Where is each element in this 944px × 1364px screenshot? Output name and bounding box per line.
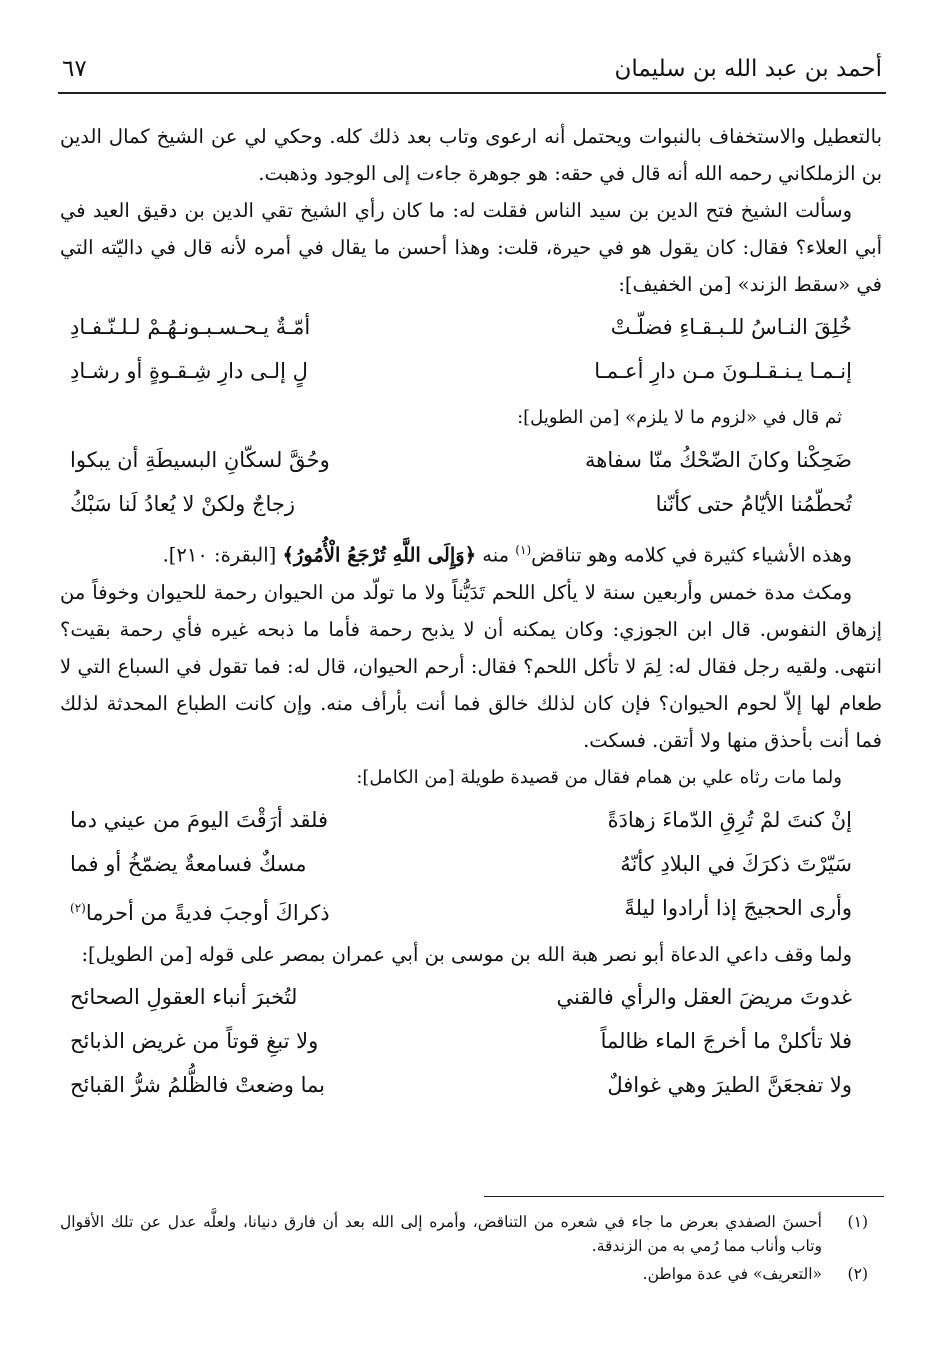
footnote-number: (١) xyxy=(847,1213,868,1231)
hemistich-second: وحُقَّ لسكّانِ البسيطَةِ أن يبكوا xyxy=(70,448,330,472)
poem-1 xyxy=(60,305,882,393)
paragraph-4: ومكث مدة خمس وأربعين سنة لا يأكل اللحم تَدَيُّناً ولا ما تولّد من الحيوان رحمة للحيوان وخوفاً من إزهاق النفوس. قال ابن الجوزي: وكان يمكنه أن لا يذبح رحمة فأما ما ذبحه غيره فأي رحمة بقيت؟ انتهى. ولقيه رجل فقال له: لِمَ لا تأكل اللحم؟ فقال: أرحم الحيوان، قال له: فما تقول في السباع التي لا طعام لها إلاّ لحوم الحيوان؟ فإن كان لذلك خالق فما أنت بأرأف منه. وإن كانت الطباع المحدثة لذلك فما أنت بأحذق منها ولا أتقن. فسكت. xyxy=(60,580,882,752)
quran-verse: ﴿وَإِلَى اللَّهِ تُرْجَعُ الْأُمُورُ﴾ xyxy=(282,543,477,567)
footnote-number: (٢) xyxy=(847,1265,868,1283)
paragraph-5: ولما وقف داعي الدعاة أبو نصر هبة الله بن موسى بن أبي عمران بمصر على قوله [من الطويل]: xyxy=(81,942,852,966)
verse xyxy=(70,975,852,1019)
hemistich-second: لتُخبرَ أنباء العقولِ الصحائح xyxy=(70,984,298,1009)
hemistich-text: ذكراكَ أوجبَ فديةً من أحرما xyxy=(85,900,330,925)
verse xyxy=(70,842,852,886)
hemistich-first: تُحطّمُنا الأيّامُ حتى كأنّنا xyxy=(655,492,852,516)
quran-reference: [البقرة: ٢١٠]. xyxy=(162,543,283,567)
paragraph-3-text: وهذه الأشياء كثيرة في كلامه وهو تناقض xyxy=(531,543,852,567)
hemistich-second: بما وضعتْ فالظُّلمُ شرُّ القبائح xyxy=(70,1072,325,1097)
hemistich-first: خُلِقَ النـاسُ للـبـقـاءِ فضلّـتْ xyxy=(610,315,852,339)
paragraph-2: وسألت الشيخ فتح الدين بن سيد الناس فقلت له: ما كان رأي الشيخ تقي الدين بن دقيق العيد في أبي العلاء؟ فقال: كان يقول هو في حيرة، قلت: وهذا أحسن ما يقال في أمره لأنه قال في داليّته التي في «سقط الزند» [من الخفيف]: xyxy=(60,199,882,296)
footnote xyxy=(60,1210,882,1258)
hemistich-first: غدوتَ مريضَ العقل والرأي فالقني xyxy=(556,984,852,1009)
verse xyxy=(70,1019,852,1063)
hemistich-second: فلقد أرَقْتَ اليومَ من عيني دما xyxy=(70,807,329,832)
verse xyxy=(70,886,852,930)
footnote xyxy=(60,1262,882,1286)
hemistich-first: سَيّرْتَ ذكرَكَ في البلادِ كأنّهُ xyxy=(620,851,852,876)
paragraph-1: بالتعطيل والاستخفاف بالنبوات ويحتمل أنه ارعوى وتاب بعد ذلك كله. وحكي لي عن الشيخ كمال الدين بن الزملكاني رحمه الله أنه قال في حقه: هو جوهرة جاءت إلى الوجود وذهبت. xyxy=(60,125,882,185)
main-text xyxy=(60,118,882,1113)
verse xyxy=(70,349,852,393)
hemistich-first: إنْ كنتَ لمْ تُرِقِ الدّماءَ زهادَةً xyxy=(607,807,852,832)
hemistich-second: زجاجٌ ولكنْ لا يُعادُ لَنا سَبْكُ xyxy=(70,492,296,516)
hemistich-second xyxy=(70,886,445,930)
hemistich-first: ضَحِكْنا وكانَ الضّحْكُ منّا سفاهة xyxy=(584,448,852,472)
verse xyxy=(70,798,852,842)
poem-3 xyxy=(60,798,882,930)
footnote-text: أحسنَ الصفدي بعرض ما جاء في شعره من التناقض، وأمره إلى الله بعد أن فارق دنيانا، ولعلَّه عدل عن تلك الأقوال وتاب وأناب مما رُمي به من الزندقة. xyxy=(60,1213,822,1255)
footnote-marker-2: (٢) xyxy=(70,900,86,915)
hemistich-second: لٍ إلـى دارِ شِـقـوةٍ أو رشـادِ xyxy=(70,359,308,383)
verse xyxy=(70,305,852,349)
hemistich-first: إنـمـا يـنـقـلـونَ مـن دارِ أعـمـا xyxy=(594,359,852,383)
verse xyxy=(70,482,852,526)
hemistich-second: ولا تبغِ قوتاً من غريض الذبائح xyxy=(70,1028,319,1053)
hemistich-first: وأرى الحجيجَ إذا أرادوا ليلةً xyxy=(624,895,852,920)
footnote-marker-1: (١) xyxy=(515,543,532,557)
footnote-text: «التعريف» في عدة مواطن. xyxy=(642,1265,822,1283)
verse xyxy=(70,438,852,482)
hemistich-second: مسكٌ فسامعةٌ يضمّخُ أو فما xyxy=(70,851,307,876)
poem-3-intro: ولما مات رثاه علي بن همام فقال من قصيدة طويلة [من الكامل]: xyxy=(356,766,842,788)
paragraph-3 xyxy=(60,532,882,574)
poem-2 xyxy=(60,438,882,526)
footnotes xyxy=(60,1210,882,1290)
page-number: ٦٧ xyxy=(62,56,87,82)
hemistich-first: فلا تأكلنْ ما أخرجَ الماء ظالماً xyxy=(600,1028,852,1053)
verse xyxy=(70,1063,852,1107)
hemistich-second: أمّـةٌ يـحـسـبـونـهُـمْ لـلـنّـفـادِ xyxy=(70,315,311,339)
header-title: أحمد بن عبد الله بن سليمان xyxy=(614,56,882,82)
poem-4 xyxy=(60,975,882,1107)
paragraph-3-connector: منه xyxy=(476,543,516,567)
poem-2-intro: ثم قال في «لزوم ما لا يلزم» [من الطويل]: xyxy=(517,407,842,428)
footnote-divider xyxy=(484,1196,884,1197)
hemistich-first: ولا تفجعَنَّ الطيرَ وهي غوافلٌ xyxy=(607,1072,852,1097)
running-header xyxy=(58,52,886,94)
